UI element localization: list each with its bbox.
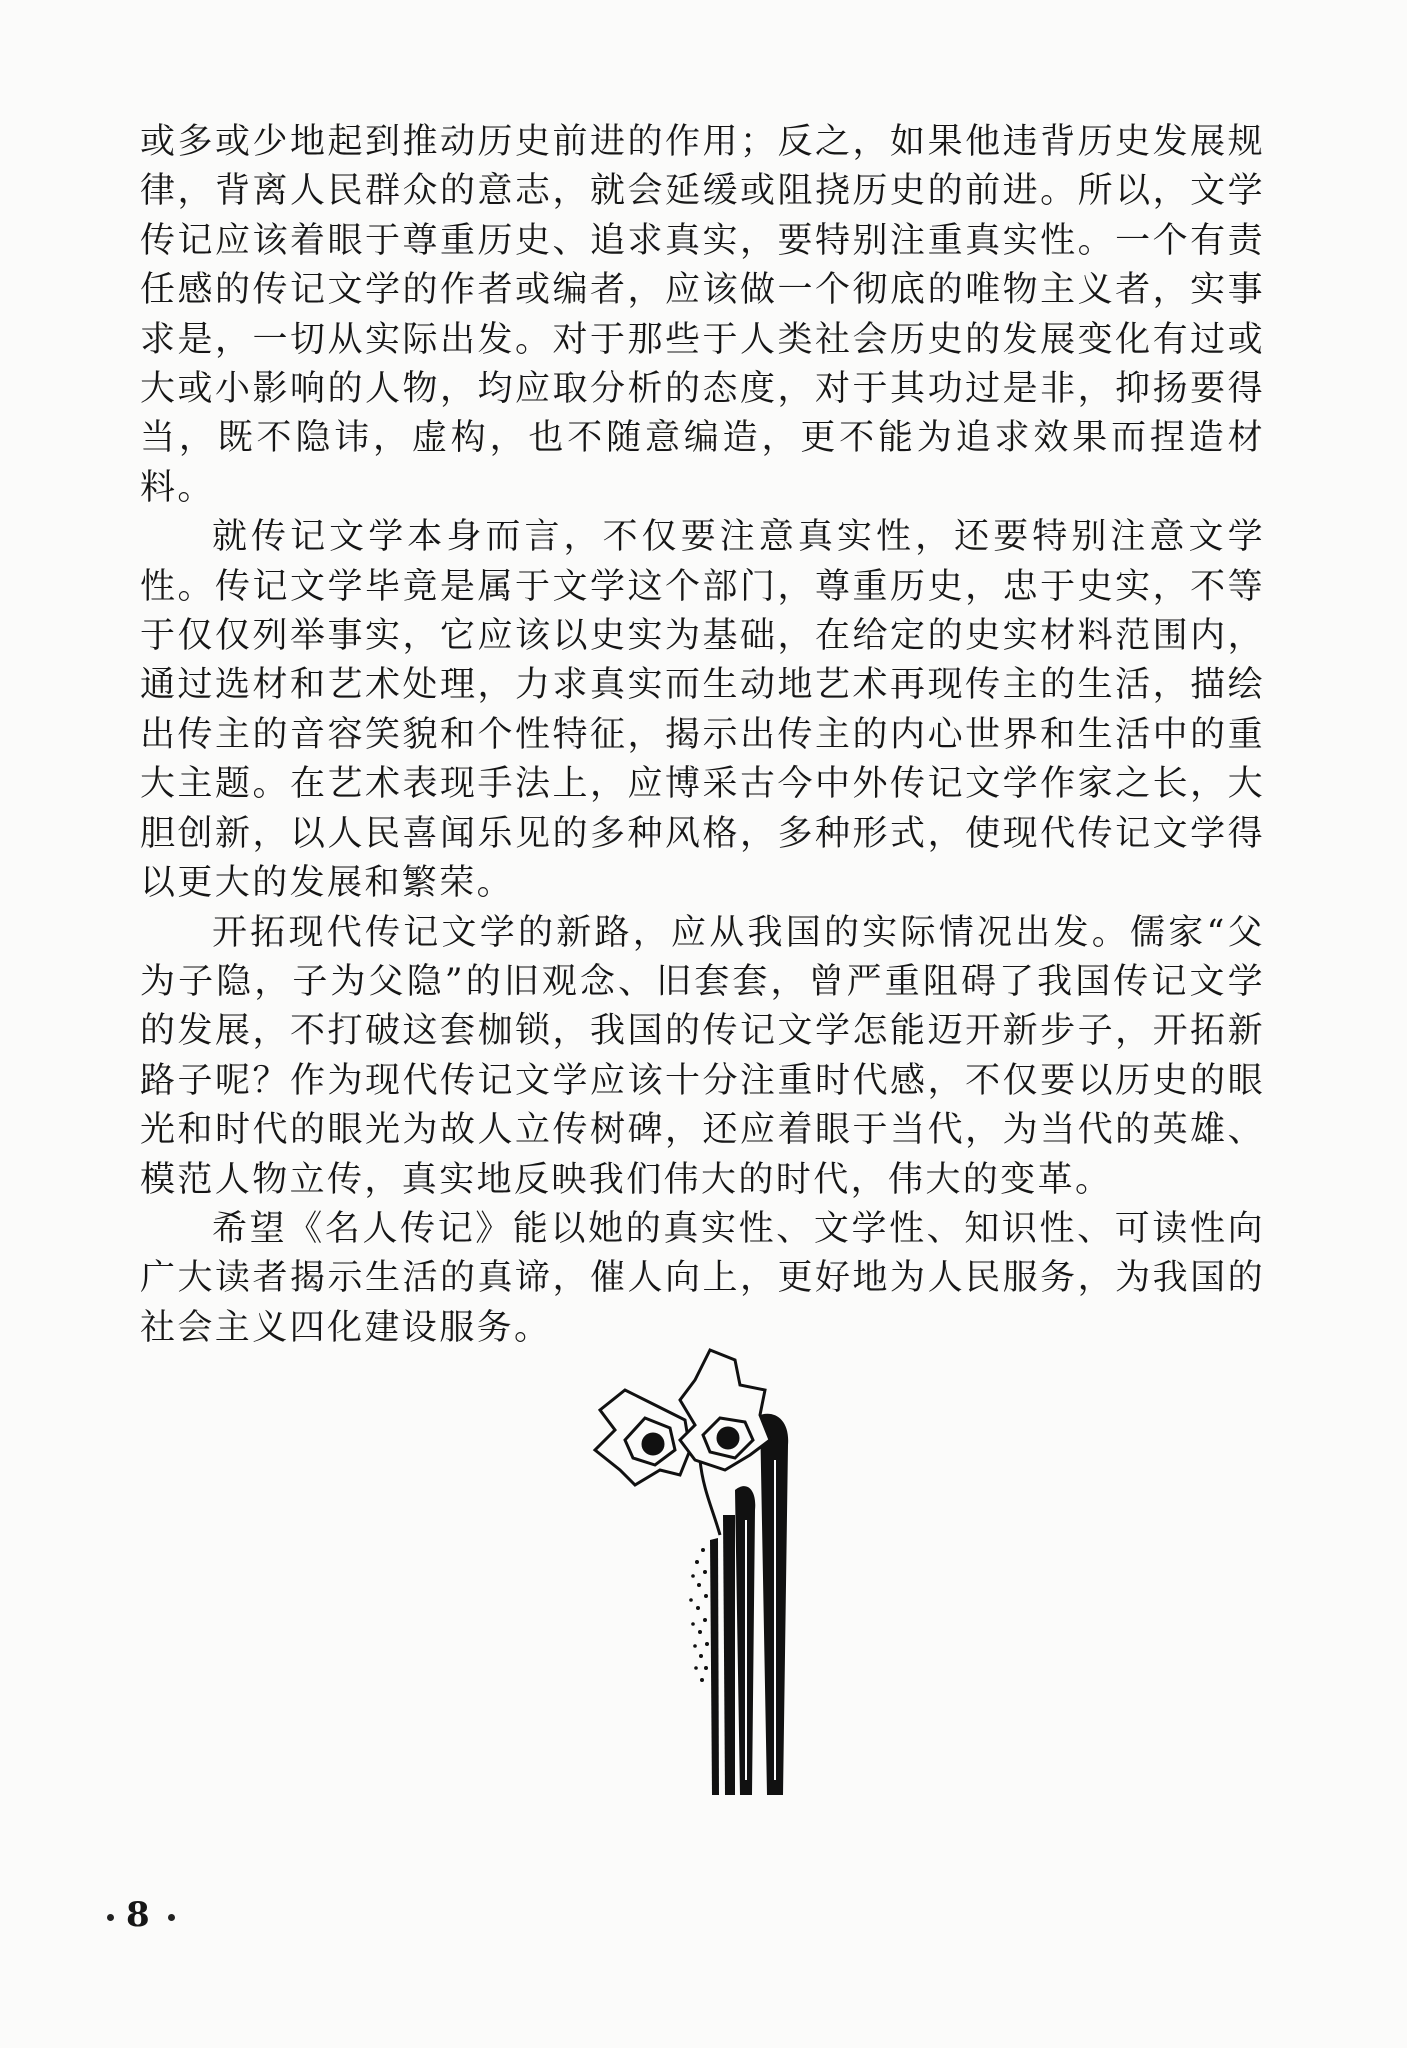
paragraph-1: 或多或少地起到推动历史前进的作用；反之，如果他违背历史发展规律，背离人民群众的意志，就会延缓或阻挠历史的前进。所以，文学传记应该着眼于尊重历史、追求真实，要特别注重真实性。一个有责任感的传记文学的作者或编者，应该做一个彻底的唯物主义者，实事求是，一切从实际出发。对于那些于人类社会历史的发展变化有过或大或小影响的人物，均应取分析的态度，对于其功过是非，抑扬要得当，既不隐讳，虚构，也不随意编造，更不能为追求效果而捏造材料。 xyxy=(140,122,1265,508)
body-text xyxy=(140,118,1265,1353)
dot-left-icon xyxy=(107,1914,114,1921)
dot-right-icon xyxy=(168,1914,175,1921)
paragraph-3: 开拓现代传记文学的新路，应从我国的实际情况出发。儒家“父为子隐，子为父隐”的旧观念、旧套套，曾严重阻碍了我国传记文学的发展，不打破这套枷锁，我国的传记文学怎能迈开新步子，开拓新路子呢？作为现代传记文学应该十分注重时代感，不仅要以历史的眼光和时代的眼光为故人立传树碑，还应着眼于当代，为当代的英雄、模范人物立传，真实地反映我们伟大的时代，伟大的变革。 xyxy=(140,912,1265,1200)
page-number xyxy=(95,1895,187,1935)
paragraph-2: 就传记文学本身而言，不仅要注意真实性，还要特别注意文学性。传记文学毕竟是属于文学这个部门，尊重历史，忠于史实，不等于仅仅列举事实，它应该以史实为基础，在给定的史实材料范围内，通过选材和艺术处理，力求真实而生动地艺术再现传主的生活，描绘出传主的音容笑貌和个性特征，揭示出传主的内心世界和生活中的重大主题。在艺术表现手法上，应博采古今中外传记文学作家之长，大胆创新，以人民喜闻乐见的多种风格，多种形式，使现代传记文学得以更大的发展和繁荣。 xyxy=(140,517,1265,904)
page-number-value: 8 xyxy=(126,1895,156,1935)
paragraph-4: 希望《名人传记》能以她的真实性、文学性、知识性、可读性向广大读者揭示生活的真谛，催人向上，更好地为人民服务，为我国的社会主义四化建设服务。 xyxy=(140,1208,1265,1348)
narcissus-illustration xyxy=(585,1340,825,1800)
